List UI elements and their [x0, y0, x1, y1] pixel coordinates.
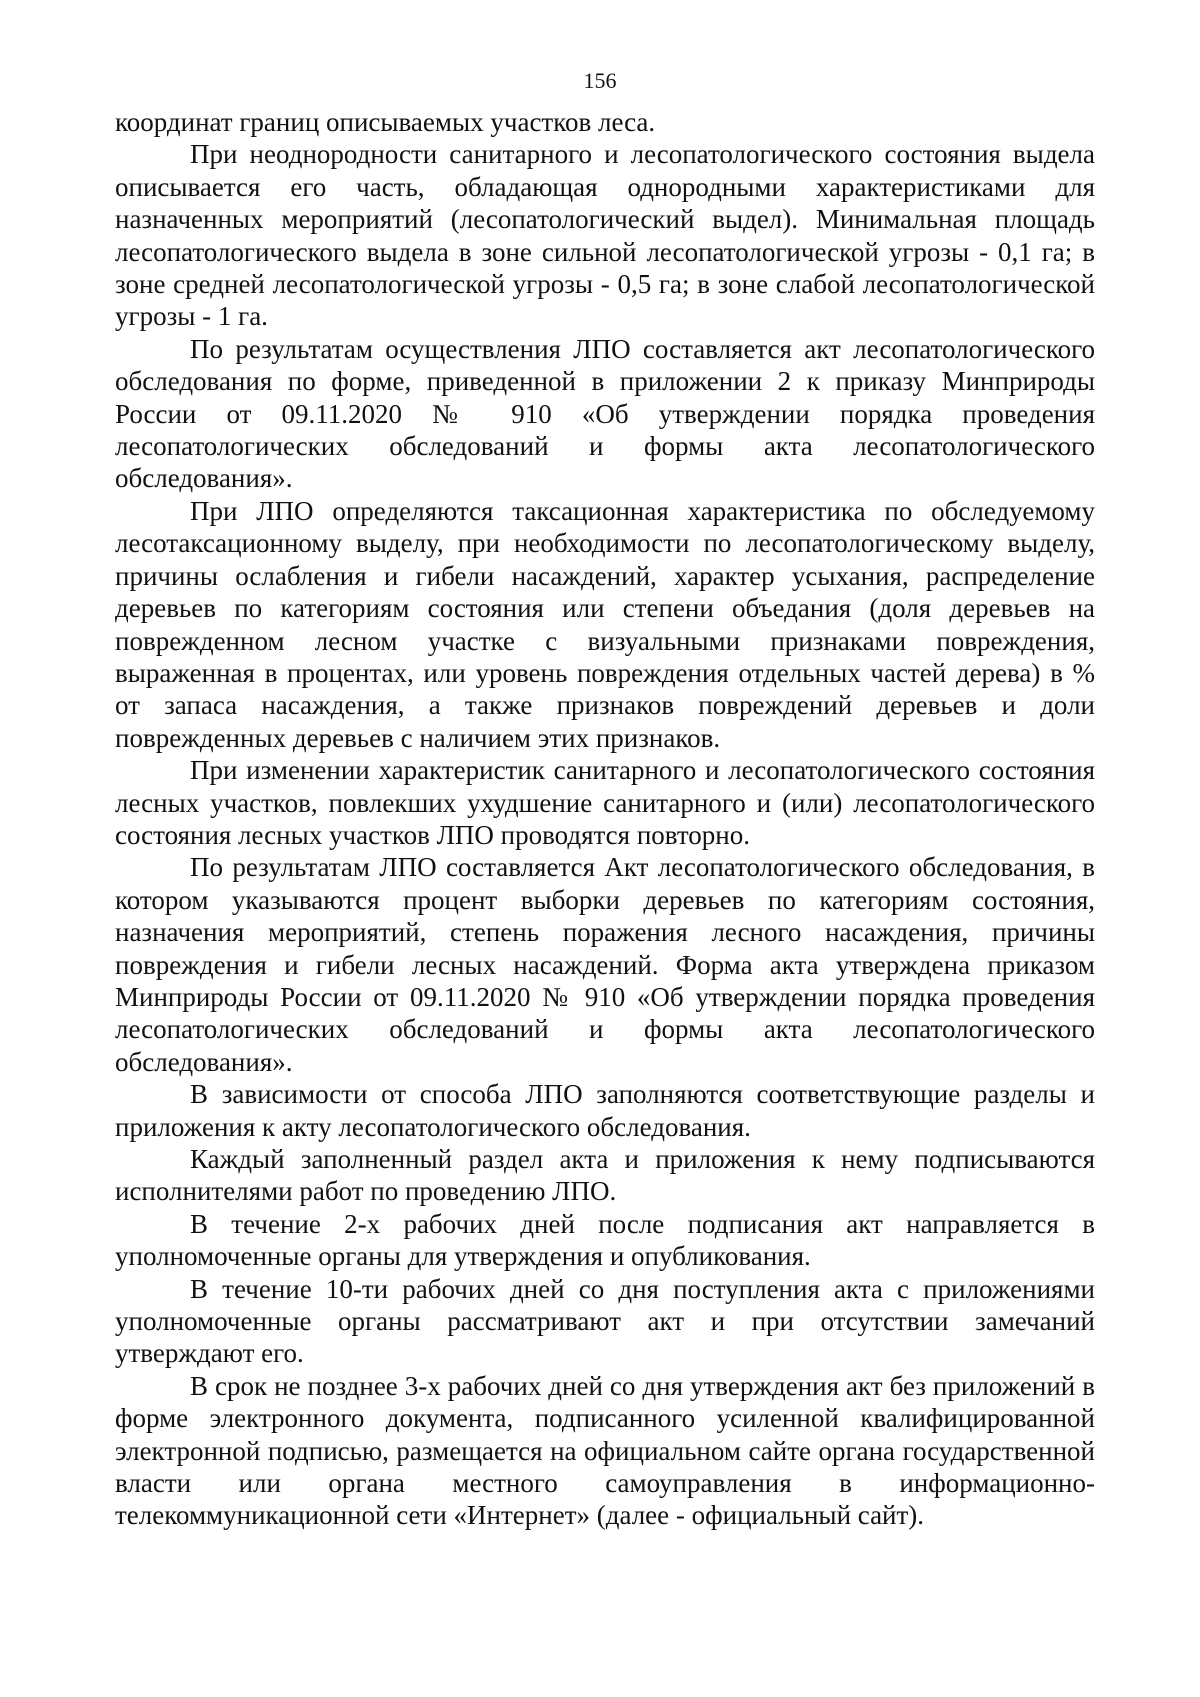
paragraph-publication: В срок не позднее 3-х рабочих дней со дня утверждения акт без приложений в форме электронного документа, подписанного усиленной квалифицированной электронной подписью, размещается на официальном сайте органа государственной власти или органа местного самоуправления в информационно-телекоммуникационной сети «Интернет» (далее - официальный сайт).: [115, 1370, 1095, 1531]
paragraph-act-form: По результатам осуществления ЛПО составляется акт лесопатологического обследования по форме, приведенной в приложении 2 к приказу Минприроды России от 09.11.2020 № 910 «Об утверждении порядка проведения лесопатологических обследований и формы акта лесопатологического обследования».: [115, 333, 1095, 494]
paragraph-characteristics: При ЛПО определяются таксационная характеристика по обследуемому лесотаксационному выделу, при необходимости по лесопатологическому выделу, причины ослабления и гибели насаждений, характер усыхания, распределение деревьев по категориям состояния или степени объедания (доля деревьев на поврежденном лесном участке с визуальными признаками повреждения, выраженная в процентах, или уровень повреждения отдельных частей дерева) в % от запаса насаждения, а также признаков повреждений деревьев и доли поврежденных деревьев с наличием этих признаков.: [115, 495, 1095, 753]
document-body: [115, 106, 1095, 1532]
paragraph-signatures: Каждый заполненный раздел акта и приложения к нему подписываются исполнителями работ по проведению ЛПО.: [115, 1144, 1095, 1207]
paragraph-heterogeneity: При неоднородности санитарного и лесопатологического состояния выдела описывается его часть, обладающая однородными характеристиками для назначенных мероприятий (лесопатологический выдел). Минимальная площадь лесопатологического выдела в зоне сильной лесопатологической угрозы - 0,1 га; в зоне средней лесопатологической угрозы - 0,5 га; в зоне слабой лесопатологической угрозы - 1 га.: [115, 139, 1095, 332]
paragraph-approval: В течение 10-ти рабочих дней со дня поступления акта с приложениями уполномоченные органы рассматривают акт и при отсутствии замечаний утверждают его.: [115, 1273, 1095, 1369]
paragraph-act-sections: В зависимости от способа ЛПО заполняются соответствующие разделы и приложения к акту лесопатологического обследования.: [115, 1079, 1095, 1142]
paragraph-continuation: координат границ описываемых участков леса.: [115, 107, 656, 137]
paragraph-submission: В течение 2-х рабочих дней после подписания акт направляется в уполномоченные органы для утверждения и опубликования.: [115, 1208, 1095, 1272]
paragraph-repeat-survey: При изменении характеристик санитарного и лесопатологического состояния лесных участков, повлекших ухудшение санитарного и (или) лесопатологического состояния лесных участков ЛПО проводятся повторно.: [115, 755, 1095, 850]
paragraph-act-contents: По результатам ЛПО составляется Акт лесопатологического обследования, в котором указываются процент выборки деревьев по категориям состояния, назначения мероприятий, степень поражения лесного насаждения, причины повреждения и гибели лесных насаждений. Форма акта утверждена приказом Минприроды России от 09.11.2020 № 910 «Об утверждении порядка проведения лесопатологических обследований и формы акта лесопатологического обследования».: [115, 852, 1095, 1077]
page-number: 156: [583, 68, 617, 93]
